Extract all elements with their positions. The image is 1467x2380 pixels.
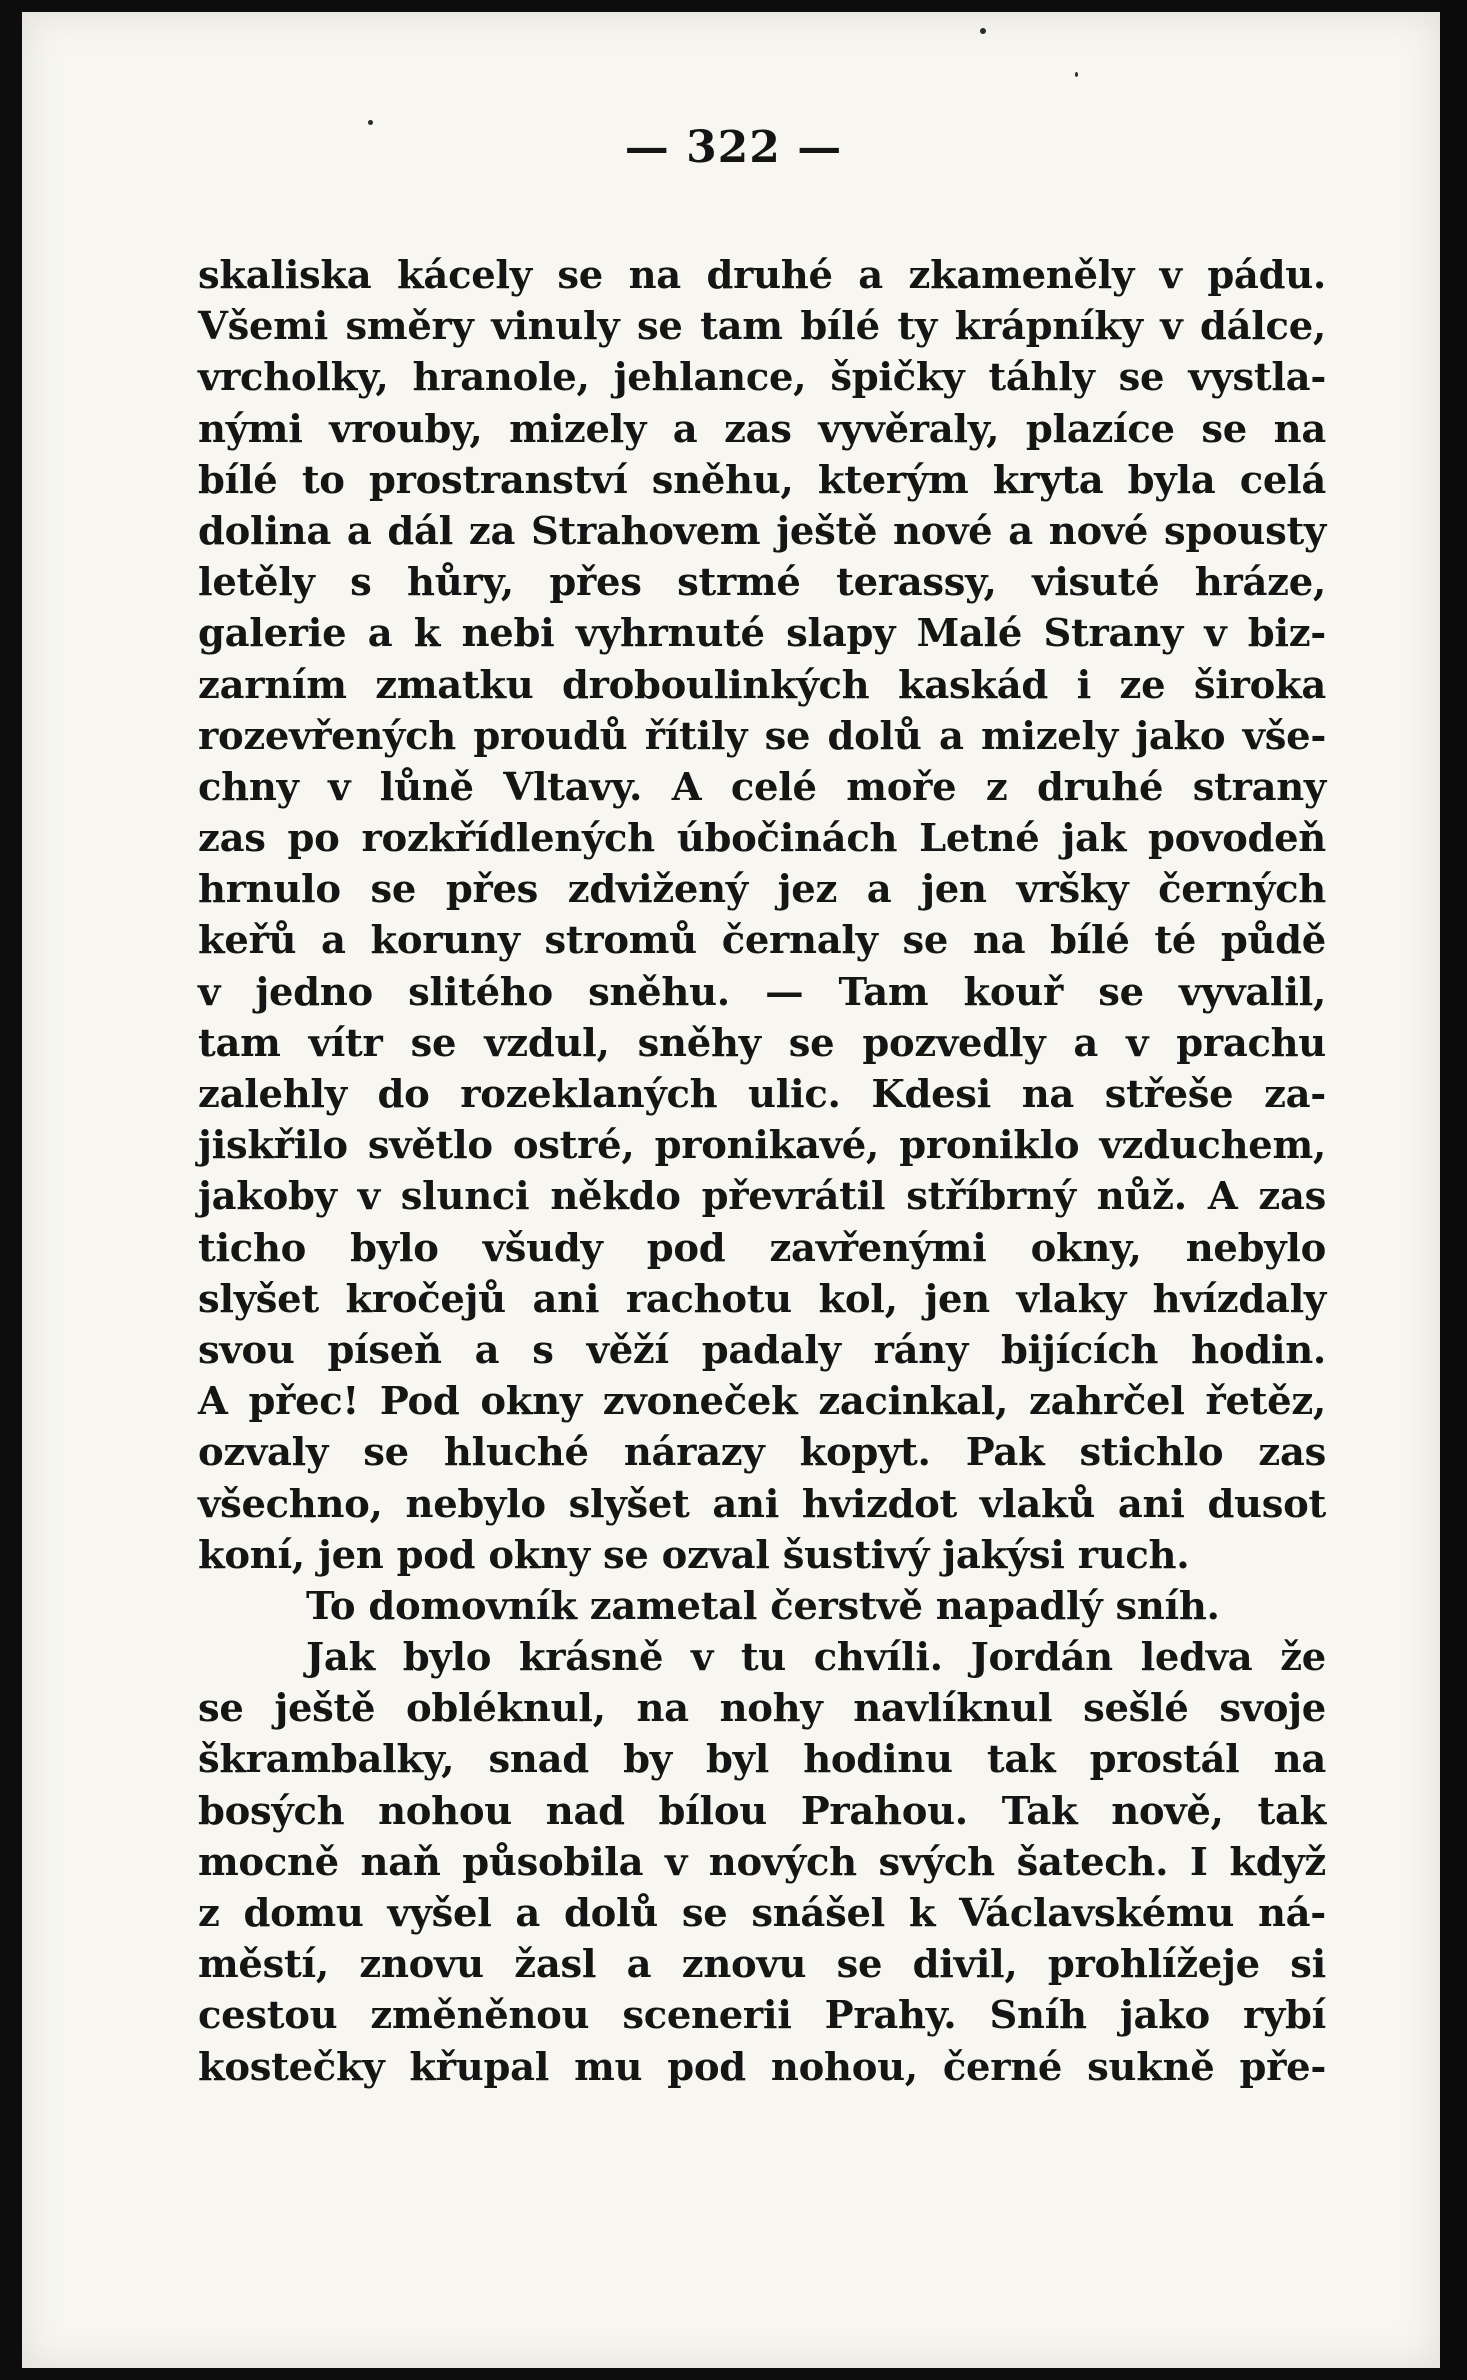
text-line: Jak bylo krásně v tu chvíli. Jordán ledva že [306, 1635, 1326, 1681]
text-line: letěly s hůry, přes strmé terassy, visuté hráze, [198, 560, 1326, 606]
text-line: mocně naň působila v nových svých šatech. I když [198, 1839, 1326, 1885]
text-line: v jedno slitého sněhu. — Tam kouř se vyvalil, [198, 969, 1326, 1015]
page-number: — 322 — [624, 122, 843, 173]
text-line: galerie a k nebi vyhrnuté slapy Malé Strany v biz- [198, 611, 1326, 657]
text-line: všechno, nebylo slyšet ani hvizdot vlaků ani dusot [198, 1481, 1326, 1527]
text-line: A přec! Pod okny zvoneček zacinkal, zahrčel řetěz, [198, 1379, 1326, 1425]
text-line: koní, jen pod okny se ozval šustivý jakýsi ruch. [198, 1532, 1190, 1578]
text-line: z domu vyšel a dolů se snášel k Václavskému ná- [198, 1891, 1326, 1936]
scan-edge-shadow [1440, 0, 1467, 2380]
text-line: zarním zmatku droboulinkých kaskád i ze široka [198, 662, 1326, 708]
text-line: nými vrouby, mizely a zas vyvěraly, plazíce se na [198, 406, 1326, 452]
text-line: keřů a koruny stromů černaly se na bílé té půdě [198, 918, 1326, 964]
text-line: zalehly do rozeklaných ulic. Kdesi na střeše za- [198, 1072, 1326, 1117]
text-line: jiskřilo světlo ostré, pronikavé, proniklo vzduchem, [198, 1123, 1326, 1169]
text-line: škrambalky, snad by byl hodinu tak prostál na [198, 1737, 1326, 1783]
text-line: zas po rozkřídlených úbočinách Letné jak povodeň [198, 816, 1326, 862]
text-line: Všemi směry vinuly se tam bílé ty krápníky v dálce, [198, 304, 1326, 350]
text-line: kostečky křupal mu pod nohou, černé sukně pře- [198, 2044, 1326, 2090]
text-line: ticho bylo všudy pod zavřenými okny, nebylo [198, 1225, 1326, 1271]
text-line: skaliska kácely se na druhé a zkameněly v pádu. [198, 253, 1326, 298]
text-line: dolina a dál za Strahovem ještě nové a nové spousty [198, 508, 1326, 554]
text-line: ozvaly se hluché nárazy kopyt. Pak stichlo zas [198, 1430, 1326, 1476]
text-line: bílé to prostranství sněhu, kterým kryta byla celá [198, 457, 1326, 503]
text-line: cestou změněnou scenerii Prahy. Sníh jako rybí [198, 1993, 1326, 2039]
text-line: bosých nohou nad bílou Prahou. Tak nově, tak [198, 1788, 1326, 1834]
text-line: slyšet kročejů ani rachotu kol, jen vlaky hvízdaly [198, 1276, 1326, 1322]
text-line: tam vítr se vzdul, sněhy se pozvedly a v prachu [198, 1020, 1326, 1066]
paper-speck [1075, 72, 1078, 77]
text-line: hrnulo se přes zdvižený jez a jen vršky černých [198, 867, 1326, 913]
paper-speck [980, 28, 986, 34]
text-line: jakoby v slunci někdo převrátil stříbrný nůž. A zas [198, 1174, 1326, 1220]
text-line: To domovník zametal čerstvě napadlý sníh. [306, 1583, 1220, 1629]
text-line: městí, znovu žasl a znovu se divil, prohlížeje si [198, 1942, 1326, 1988]
text-line: se ještě obléknul, na nohy navlíknul sešlé svoje [198, 1686, 1326, 1732]
text-line: svou píseň a s věží padaly rány bijících hodin. [198, 1327, 1326, 1373]
text-line: vrcholky, hranole, jehlance, špičky táhly se vystla- [198, 355, 1326, 401]
body-text [198, 250, 1326, 2093]
text-line: rozevřených proudů řítily se dolů a mizely jako vše- [198, 713, 1326, 759]
text-line: chny v lůně Vltavy. A celé moře z druhé strany [198, 764, 1326, 810]
